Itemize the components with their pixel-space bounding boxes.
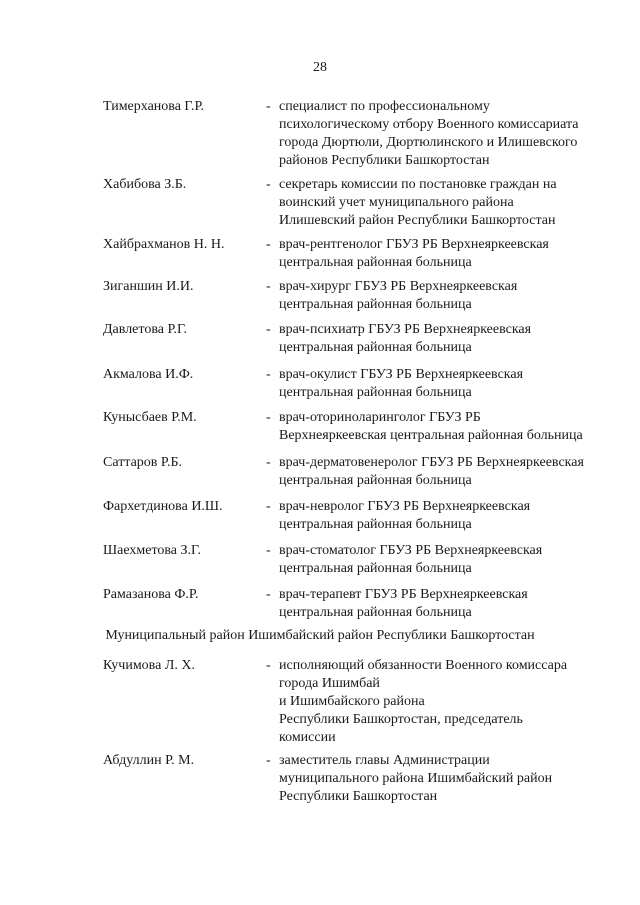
dash-separator: -: [266, 499, 271, 514]
position-description: [279, 236, 619, 272]
dash-separator: -: [266, 279, 271, 294]
desc-line: комиссии: [279, 730, 336, 745]
person-name: Зиганшин И.И.: [103, 279, 194, 294]
desc-line: и Ишимбайского района: [279, 694, 425, 709]
person-name: Тимерханова Г.Р.: [103, 99, 204, 114]
dash-separator: -: [266, 455, 271, 470]
person-name: Саттаров Р.Б.: [103, 455, 182, 470]
person-name: Шаехметова З.Г.: [103, 543, 202, 558]
dash-separator: -: [266, 177, 271, 192]
dash-separator: -: [266, 658, 271, 673]
desc-line: Республики Башкортостан: [279, 789, 438, 804]
desc-line: специалист по профессиональному: [279, 99, 490, 114]
section-heading: Муниципальный район Ишимбайский район Республики Башкортостан: [105, 628, 535, 643]
page-number: 28: [313, 60, 327, 75]
person-name: Рамазанова Ф.Р.: [103, 587, 199, 602]
person-name: Кунысбаев Р.М.: [103, 410, 197, 425]
desc-line: врач-психиатр ГБУЗ РБ Верхнеяркеевская: [279, 322, 532, 337]
desc-line: воинский учет муниципального района: [279, 195, 514, 210]
desc-line: города Дюртюли, Дюртюлинского и Илишевского: [279, 135, 578, 150]
desc-line: города Ишимбай: [279, 676, 380, 691]
desc-line: районов Республики Башкортостан: [279, 153, 490, 168]
dash-separator: -: [266, 587, 271, 602]
desc-line: центральная районная больница: [279, 255, 472, 270]
desc-line: центральная районная больница: [279, 385, 472, 400]
dash-separator: -: [266, 322, 271, 337]
position-description: [279, 176, 619, 230]
dash-separator: -: [266, 753, 271, 768]
person-name: Кучимова Л. Х.: [103, 658, 195, 673]
person-name: Акмалова И.Ф.: [103, 367, 194, 382]
dash-separator: -: [266, 99, 271, 114]
position-description: [279, 278, 619, 314]
desc-line: исполняющий обязанности Военного комиссара: [279, 658, 568, 673]
person-name: Фархетдинова И.Ш.: [103, 499, 223, 514]
position-description: [279, 752, 619, 806]
desc-line: врач-оториноларинголог ГБУЗ РБ: [279, 410, 481, 425]
desc-line: центральная районная больница: [279, 561, 472, 576]
person-name: Абдуллин Р. М.: [103, 753, 195, 768]
dash-separator: -: [266, 237, 271, 252]
desc-line: центральная районная больница: [279, 473, 472, 488]
desc-line: центральная районная больница: [279, 297, 472, 312]
person-name: Хайбрахманов Н. Н.: [103, 237, 225, 252]
desc-line: Илишевский район Республики Башкортостан: [279, 213, 556, 228]
desc-line: секретарь комиссии по постановке граждан на: [279, 177, 557, 192]
desc-line: центральная районная больница: [279, 517, 472, 532]
desc-line: врач-стоматолог ГБУЗ РБ Верхнеяркеевская: [279, 543, 543, 558]
position-description: [279, 586, 619, 622]
position-description: [279, 542, 619, 578]
person-name: Давлетова Р.Г.: [103, 322, 188, 337]
position-description: [279, 657, 619, 747]
desc-line: муниципального района Ишимбайский район: [279, 771, 553, 786]
position-description: [279, 409, 619, 445]
desc-line: врач-дерматовенеролог ГБУЗ РБ Верхнеяркеевская: [279, 455, 584, 470]
desc-line: центральная районная больница: [279, 340, 472, 355]
person-name: Хабибова З.Б.: [103, 177, 187, 192]
desc-line: врач-невролог ГБУЗ РБ Верхнеяркеевская: [279, 499, 531, 514]
position-description: [279, 321, 619, 357]
desc-line: Верхнеяркеевская центральная районная больница: [279, 428, 583, 443]
position-description: [279, 98, 619, 170]
dash-separator: -: [266, 543, 271, 558]
dash-separator: -: [266, 367, 271, 382]
desc-line: Республики Башкортостан, председатель: [279, 712, 523, 727]
desc-line: врач-окулист ГБУЗ РБ Верхнеяркеевская: [279, 367, 524, 382]
position-description: [279, 454, 619, 490]
desc-line: врач-рентгенолог ГБУЗ РБ Верхнеяркеевская: [279, 237, 549, 252]
desc-line: центральная районная больница: [279, 605, 472, 620]
position-description: [279, 366, 619, 402]
desc-line: заместитель главы Администрации: [279, 753, 490, 768]
desc-line: врач-хирург ГБУЗ РБ Верхнеяркеевская: [279, 279, 518, 294]
position-description: [279, 498, 619, 534]
desc-line: врач-терапевт ГБУЗ РБ Верхнеяркеевская: [279, 587, 528, 602]
desc-line: психологическому отбору Военного комиссариата: [279, 117, 579, 132]
dash-separator: -: [266, 410, 271, 425]
